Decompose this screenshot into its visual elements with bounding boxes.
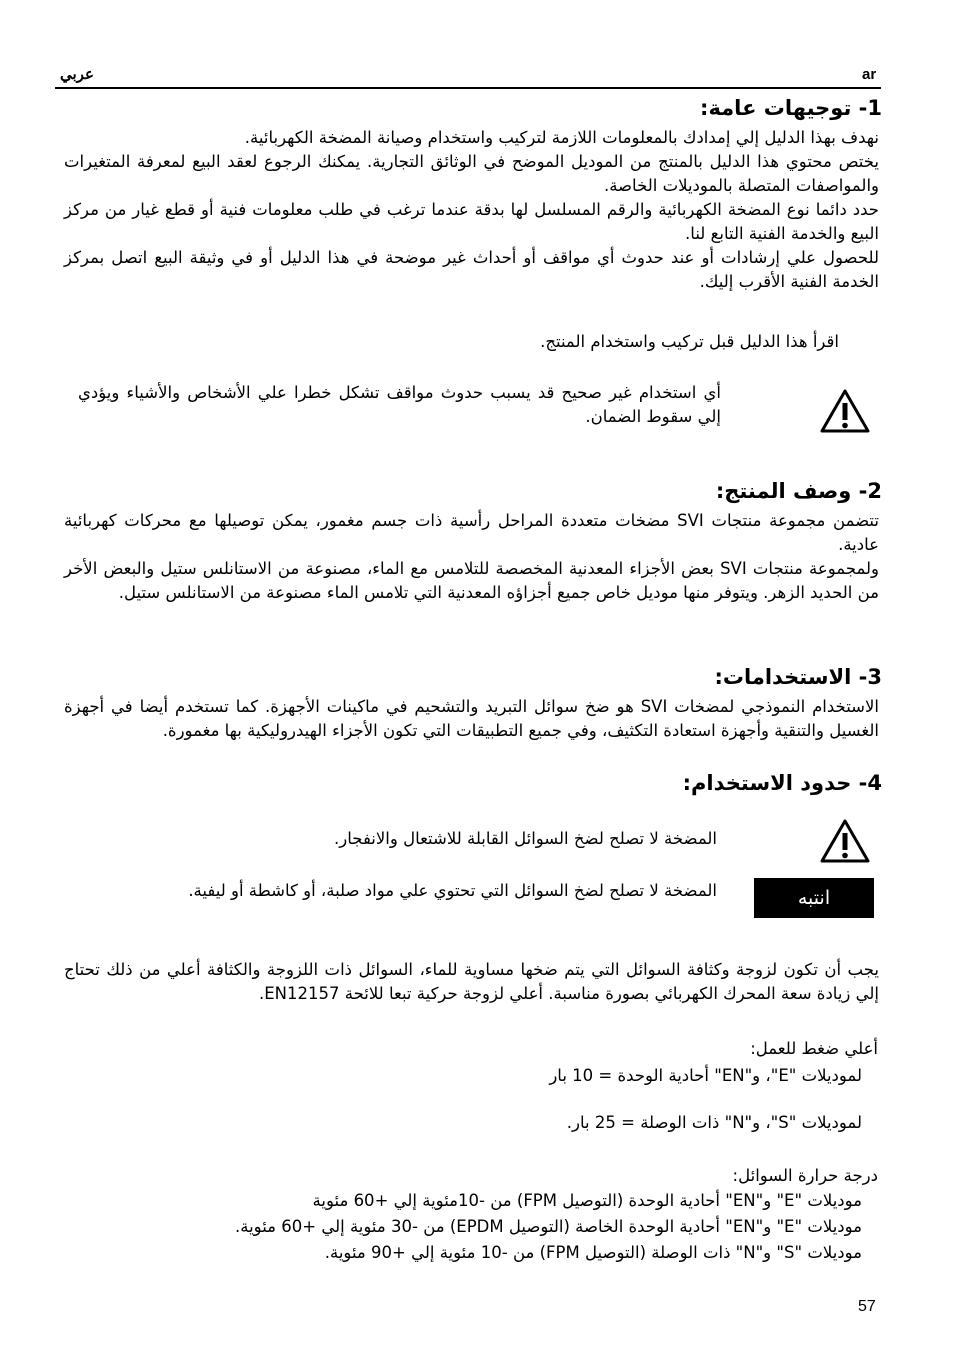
section-1-paragraph-2: يختص محتوي هذا الدليل بالمنتج من الموديل الموضح في الوثائق التجارية. يمكنك الرجوع لعقد البيع لمعرفة المتغيرات والمواصفات المتصلة بالموديلات الخاصة. xyxy=(64,152,879,195)
section-3-title: 3- الاستخدامات: xyxy=(714,665,882,689)
section-2-paragraph-1: تتضمن مجموعة منتجات SVI مضخات متعددة المراحل رأسية ذات جسم مغمور، يمكن توصيلها مع محركات كهربائية عادية. xyxy=(64,511,879,554)
section-1-title: 1- توجيهات عامة: xyxy=(700,96,882,120)
max-pressure-e-en: لموديلات "E"، و"EN" أحادية الوحدة = 10 بار xyxy=(549,1066,862,1085)
section-1-body xyxy=(64,126,879,294)
max-pressure-s-n: لموديلات "S"، و"N" ذات الوصلة = 25 بار. xyxy=(566,1113,862,1132)
section-3-body xyxy=(64,695,879,743)
header-rule xyxy=(55,87,881,89)
fluid-temperature-e-en-epdm: موديلات "E" و"EN" أحادية الوحدة الخاصة (التوصيل EPDM) من -30 مئوية إلي +60 مئوية. xyxy=(235,1217,862,1236)
fluid-temperature-title: درجة حرارة السوائل: xyxy=(732,1166,878,1185)
warning-flammable-text: المضخة لا تصلح لضخ السوائل القابلة للاشتعال والانفجار. xyxy=(334,829,717,848)
section-4-title: 4- حدود الاستخدام: xyxy=(682,771,882,795)
section-2-paragraph-2: ولمجموعة منتجات SVI بعض الأجزاء المعدنية المخصصة للتلامس مع الماء، مصنوعة من الاستانلس ستيل والبعض الأخر من الحديد الزهر. ويتوفر منها موديل خاص جميع أجزاؤه المعدنية التي تلامس الماء مصنوعة من الاستانلس ستيل. xyxy=(64,559,879,602)
warning-incorrect-use-text: أي استخدام غير صحيح قد يسبب حدوث مواقف تشكل خطرا علي الأشخاص والأشياء ويؤدي إلي سقوط الضمان. xyxy=(78,383,721,426)
section-1-paragraph-1: نهدف بهذا الدليل إلي إمدادك بالمعلومات اللازمة لتركيب واستخدام وصيانة المضخة الكهربائية. xyxy=(244,128,879,147)
fluid-temperature-e-en-fpm: موديلات "E" و"EN" أحادية الوحدة (التوصيل FPM) من -10مئوية إلي +60 مئوية xyxy=(312,1191,862,1210)
warning-solids-text: المضخة لا تصلح لضخ السوائل التي تحتوي علي مواد صلبة، أو كاشطة أو ليفية. xyxy=(188,881,717,900)
attention-label: انتبه xyxy=(754,878,874,918)
header-language-arabic: عربي xyxy=(60,66,94,83)
section-3-paragraph-1: الاستخدام النموذجي لمضخات SVI هو ضخ سوائل التبريد والتشحيم في ماكينات الأجهزة. كما تستخدم أيضا في أجهزة الغسيل والتنقية وأجهزة استعادة التكثيف، وفي جميع التطبيقات التي تكون الأجزاء الهيدروليكية بها مغمورة. xyxy=(64,697,879,740)
section-1-paragraph-4: للحصول علي إرشادات أو عند حدوث أي مواقف أو أحداث غير موضحة في هذا الدليل أو في وثيقة البيع اتصل بمركز الخدمة الفنية الأقرب إليك. xyxy=(64,248,879,291)
fluid-temperature-s-n-fpm: موديلات "S" و"N" ذات الوصلة (التوصيل FPM) من -10 مئوية إلي +90 مئوية. xyxy=(324,1243,862,1262)
page-number: 57 xyxy=(858,1298,876,1315)
section-2-body xyxy=(64,509,879,605)
read-manual-note: اقرأ هذا الدليل قبل تركيب واستخدام المنتج. xyxy=(540,332,839,351)
section-4-viscosity-paragraph: يجب أن تكون لزوجة وكثافة السوائل التي يتم ضخها مساوية للماء، السوائل ذات اللزوجة والكثافة أعلي من ذلك تحتاج إلي زيادة سعة المحرك الكهربائي بصورة مناسبة. أعلي لزوجة حركية تبعا للائحة EN12157. xyxy=(64,960,879,1003)
header-language-code: ar xyxy=(862,66,877,83)
section-2-title: 2- وصف المنتج: xyxy=(715,479,882,503)
section-1-paragraph-3: حدد دائما نوع المضخة الكهربائية والرقم المسلسل لها بدقة عندما ترغب في طلب معلومات فنية أو قطع غيار من مركز البيع والخدمة الفنية التابع لنا. xyxy=(64,200,879,243)
max-pressure-title: أعلي ضغط للعمل: xyxy=(750,1039,878,1058)
warning-triangle-icon xyxy=(819,388,871,434)
warning-triangle-icon xyxy=(819,818,871,864)
